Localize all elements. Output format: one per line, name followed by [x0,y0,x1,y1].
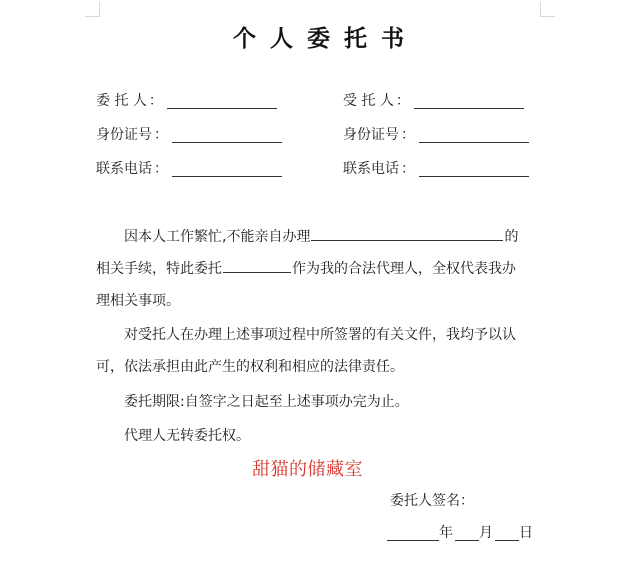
matter-blank[interactable] [311,226,503,241]
year-label: 年 [439,525,453,541]
agent-id-field [343,124,529,146]
page-corner-mark-right [540,2,555,17]
signature-label: 委托人签名： [390,493,474,509]
agent-phone-label: 联系电话 [343,161,399,177]
principal-id-field [96,124,282,146]
agent-colon: ： [395,93,410,109]
body-line-1 [124,222,518,252]
field-row-names [0,90,637,112]
principal-label: 委 托 人 [96,93,147,109]
body-line-2-start: 相关手续，特此委托 [96,261,222,277]
agent-phone-blank[interactable] [419,160,529,177]
principal-id-blank[interactable] [172,126,282,143]
agent-phone-colon: ： [401,161,415,177]
body-line-5: 可，依法承担由此产生的权利和相应的法律责任。 [96,359,404,375]
agent-field [343,90,524,112]
field-row-phones [0,158,637,180]
month-blank[interactable] [455,524,479,541]
body-line-6: 委托期限:自签字之日起至上述事项办完为止。 [124,394,409,410]
agent-blank[interactable] [414,92,524,109]
agent-id-blank[interactable] [419,126,529,143]
body-line-7: 代理人无转委托权。 [124,428,250,444]
principal-id-label: 身份证号 [96,127,152,143]
year-blank[interactable] [387,524,439,541]
agent-id-label: 身份证号 [343,127,399,143]
body-line-2-end: 作为我的合法代理人，全权代表我办 [292,261,516,277]
principal-colon: ： [148,93,163,109]
principal-blank[interactable] [167,92,277,109]
day-label: 日 [519,525,533,541]
body-line-1-start: 因本人工作繁忙,不能亲自办理 [124,229,311,245]
delegate-blank[interactable] [223,258,291,273]
day-blank[interactable] [495,524,519,541]
agent-label: 受 托 人 [343,93,394,109]
body-line-2 [96,254,516,284]
body-line-1-end: 的 [504,229,519,245]
document-title: 个人委托书 [233,25,418,52]
agent-id-colon: ： [401,127,415,143]
field-row-ids [0,124,637,146]
body-line-4: 对受托人在办理上述事项过程中所签署的有关文件，我均予以认 [124,327,516,343]
principal-id-colon: ： [154,127,168,143]
page-corner-mark-left [85,2,100,17]
watermark-text: 甜猫的储藏室 [252,459,363,480]
month-label: 月 [479,525,493,541]
principal-phone-colon: ： [154,161,168,177]
body-line-3: 理相关事项。 [96,293,180,309]
principal-phone-field [96,158,282,180]
date-row [387,522,533,544]
principal-field [96,90,277,112]
principal-phone-blank[interactable] [172,160,282,177]
principal-phone-label: 联系电话 [96,161,152,177]
agent-phone-field [343,158,529,180]
